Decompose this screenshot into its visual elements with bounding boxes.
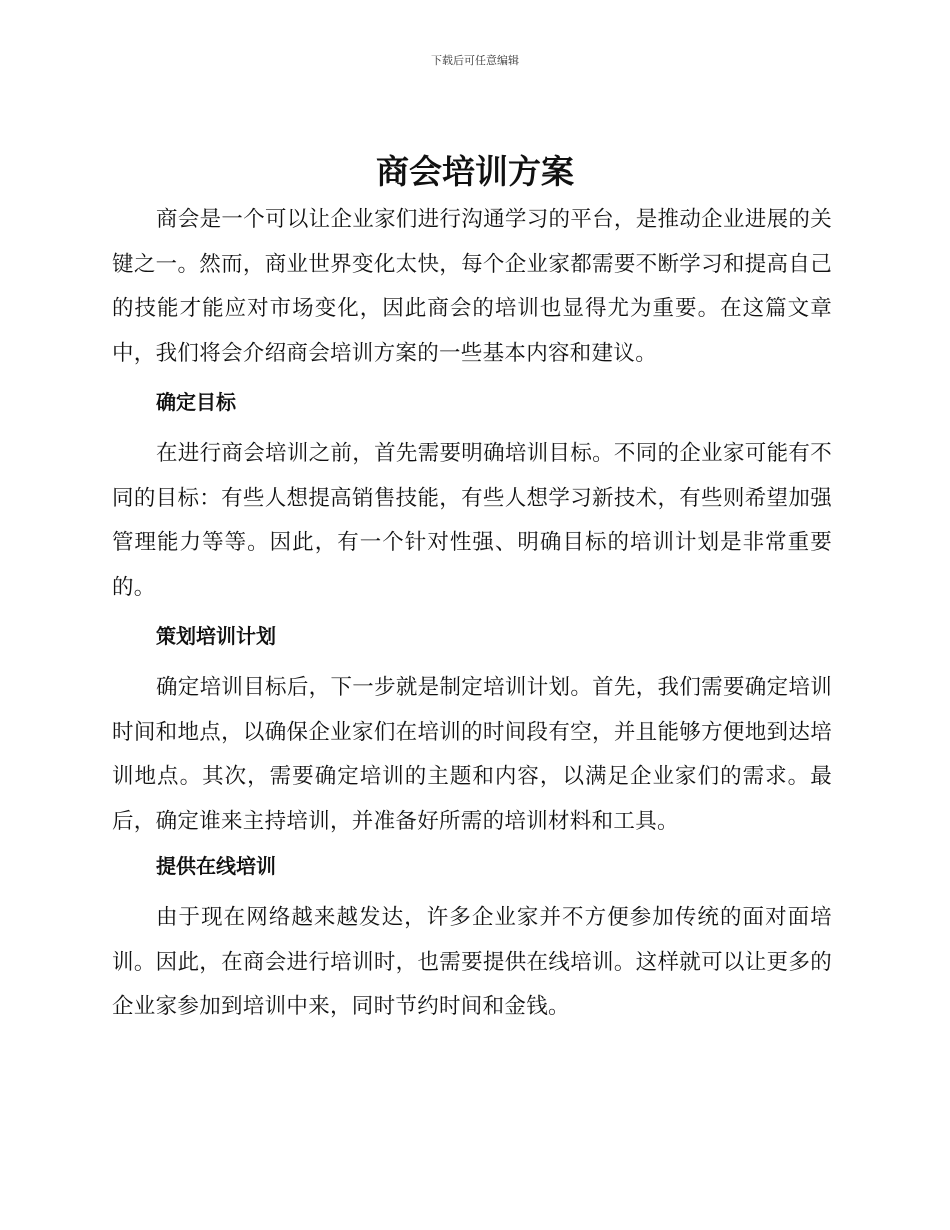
section-body-plan: 确定培训目标后，下一步就是制定培训计划。首先，我们需要确定培训时间和地点，以确保企业家们在培训的时间段有空，并且能够方便地到达培训地点。其次，需要确定培训的主题和内容，以满足企业家们的需求。最后，确定谁来主持培训，并准备好所需的培训材料和工具。	[112, 675, 832, 834]
document-title: 商会培训方案	[376, 152, 574, 191]
page-header: 下载后可任意编辑	[431, 54, 519, 67]
document-body	[112, 198, 832, 1030]
intro-paragraph: 商会是一个可以让企业家们进行沟通学习的平台，是推动企业进展的关键之一。然而，商业世界变化太快，每个企业家都需要不断学习和提高自己的技能才能应对市场变化，因此商会的培训也显得尤为重要。在这篇文章中，我们将会介绍商会培训方案的一些基本内容和建议。	[112, 207, 832, 366]
section-heading-goals: 确定目标	[156, 390, 236, 414]
section-body-online: 由于现在网络越来越发达，许多企业家并不方便参加传统的面对面培训。因此，在商会进行培训时，也需要提供在线培训。这样就可以让更多的企业家参加到培训中来，同时节约时间和金钱。	[112, 905, 832, 1019]
section-body-goals: 在进行商会培训之前，首先需要明确培训目标。不同的企业家可能有不同的目标：有些人想提高销售技能，有些人想学习新技术，有些则希望加强管理能力等等。因此，有一个针对性强、明确目标的培训计划是非常重要的。	[112, 441, 832, 600]
section-heading-plan: 策划培训计划	[156, 624, 276, 648]
section-heading-online: 提供在线培训	[156, 854, 276, 878]
